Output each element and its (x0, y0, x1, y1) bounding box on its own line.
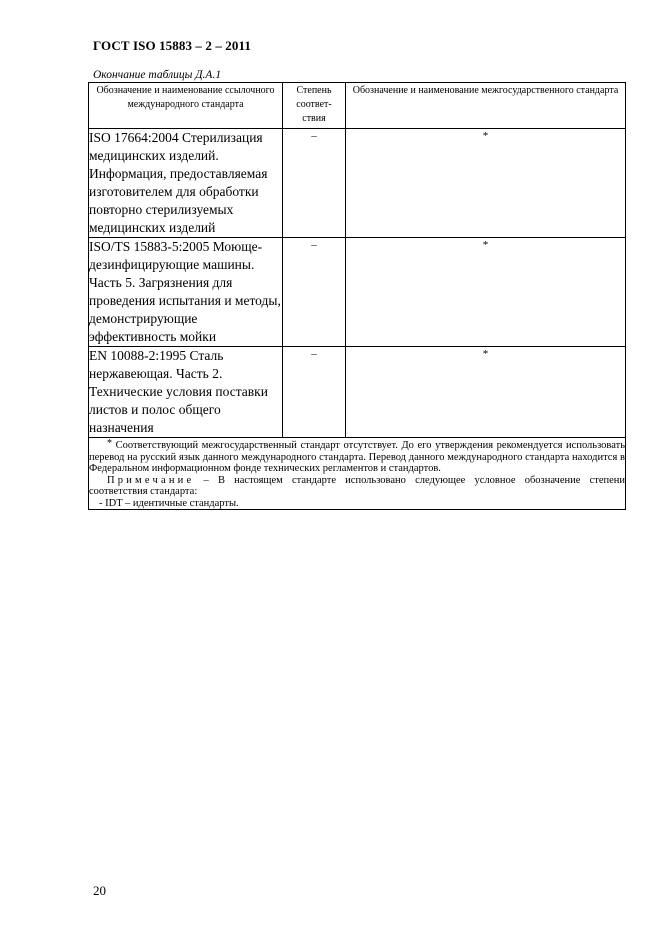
national-standard-cell: * (346, 129, 626, 238)
degree-cell: – (283, 129, 346, 238)
note-text: – В настоящем стандарте использовано следующее условное обозначение степени соответствия стандарта: (89, 474, 626, 497)
note-block (89, 475, 625, 498)
reference-standard-cell: ISO/TS 15883-5:2005 Моюще-дезинфицирующие машины. Часть 5. Загрязнения для проведения испытания и методы, демонстрирующие эффективность мойки (89, 238, 283, 347)
table-row (89, 129, 626, 238)
page-number: 20 (93, 883, 106, 898)
idt-definition: - IDT – идентичные стандарты. (99, 497, 239, 509)
footnote-row (89, 438, 626, 510)
degree-cell: – (283, 238, 346, 347)
reference-standard-cell: ISO 17664:2004 Стерилизация медицинских изделий. Информация, предоставляемая изготовителем для обработки повторно стерилизуемых медицинских изделий (89, 129, 283, 238)
column-header-reference: Обозначение и наименование ссылочного международного стандарта (89, 83, 283, 129)
footnote-cell (89, 438, 626, 510)
note-label: Примечание (107, 474, 195, 486)
table-row (89, 238, 626, 347)
national-standard-cell: * (346, 347, 626, 438)
footnote-text-block (89, 438, 625, 475)
column-header-national: Обозначение и наименование межгосударственного стандарта (346, 83, 626, 129)
table-header-row (89, 83, 626, 129)
table-row (89, 347, 626, 438)
footnote-marker: * (107, 438, 112, 449)
reference-standard-cell: EN 10088-2:1995 Сталь нержавеющая. Часть 2. Технические условия поставки листов и полос общего назначения (89, 347, 283, 438)
document-header: ГОСТ ISO 15883 – 2 – 2011 (93, 38, 251, 53)
column-header-degree: Степень соответ-ствия (283, 83, 346, 129)
national-standard-cell: * (346, 238, 626, 347)
degree-cell: – (283, 347, 346, 438)
footnote-text: Соответствующий межгосударственный стандарт отсутствует. До его утверждения рекомендуется использовать перевод на русский язык данного международного стандарта. Перевод данного международного стандарта находится в Федеральном информационном фонде технических регламентов и стандартов. (89, 440, 626, 474)
table-caption: Окончание таблицы Д.А.1 (93, 69, 222, 81)
standards-table (88, 82, 626, 510)
